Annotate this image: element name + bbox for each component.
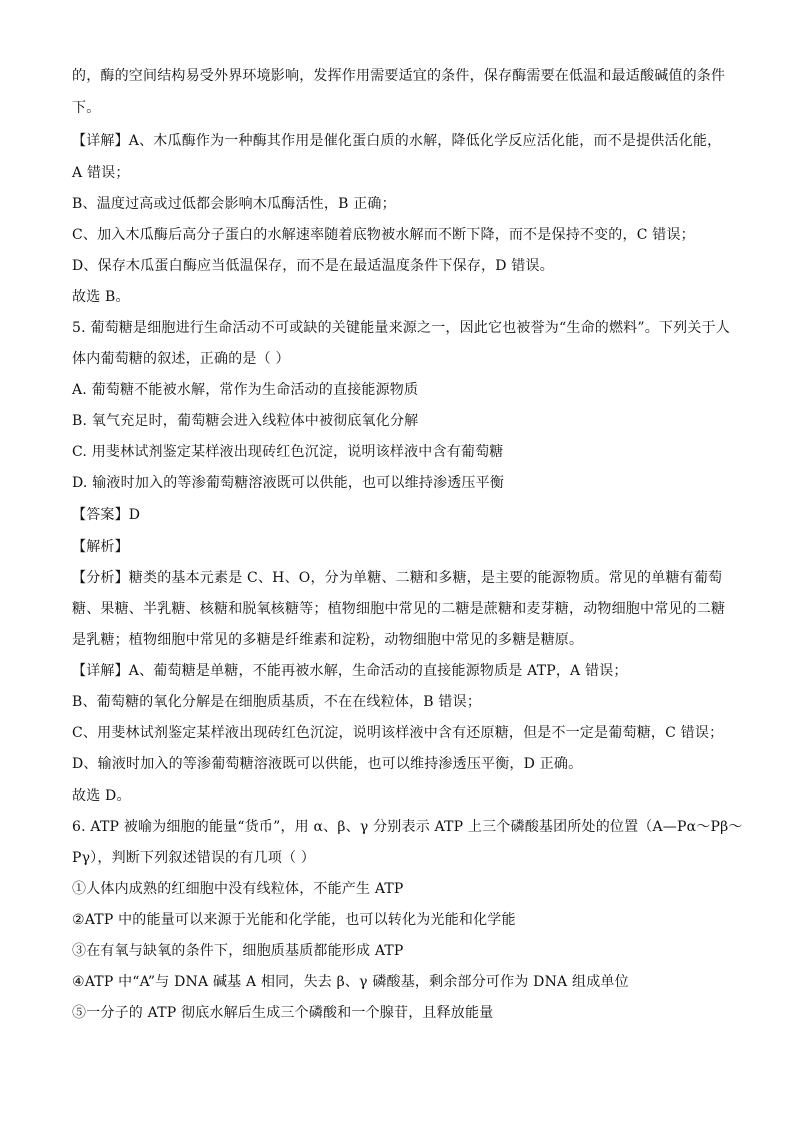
question-stem: 体内葡萄糖的叙述，正确的是（ ）: [72, 351, 290, 367]
option-c: C. 用斐林试剂鉴定某样液出现砖红色沉淀，说明该样液中含有葡萄糖: [72, 444, 504, 460]
question-stem: Pγ），判断下列叙述错误的有几项（ ）: [72, 850, 316, 866]
text-line: B、葡萄糖的氧化分解是在细胞质基质，不在在线粒体，B 错误；: [72, 694, 482, 710]
statement-item: ①人体内成熟的红细胞中没有线粒体，不能产生 ATP: [72, 881, 404, 897]
option-d: D. 输液时加入的等渗葡萄糖溶液既可以供能，也可以维持渗透压平衡: [72, 475, 505, 491]
statement-item: ②ATP 中的能量可以来源于光能和化学能，也可以转化为光能和化学能: [72, 912, 516, 928]
text-line: D、输液时加入的等渗葡萄糖溶液既可以供能，也可以维持渗透压平衡，D 正确。: [72, 756, 583, 772]
statement-item: ⑤一分子的 ATP 彻底水解后生成三个磷酸和一个腺苷，且释放能量: [72, 1005, 494, 1021]
question-stem: 6. ATP 被喻为细胞的能量“货币”，用 α、β、γ 分别表示 ATP 上三个磷酸基团所处的位置（A—Pα～Pβ～: [72, 819, 743, 835]
text-line: 糖、果糖、半乳糖、核糖和脱氧核糖等；植物细胞中常见的二糖是蔗糖和麦芽糖，动物细胞中常见的二糖: [72, 601, 726, 617]
statement-item: ③在有氧与缺氧的条件下，细胞质基质都能形成 ATP: [72, 943, 404, 959]
text-line: 故选 D。: [72, 788, 131, 804]
text-line: 下。: [72, 100, 101, 116]
text-line: 【详解】A、葡萄糖是单糖，不能再被水解，生命活动的直接能源物质是 ATP，A 错误；: [72, 663, 628, 679]
text-line: 故选 B。: [72, 289, 130, 305]
text-line: D、保存木瓜蛋白酶应当低温保存，而不是在最适温度条件下保存，D 错误。: [72, 258, 554, 274]
text-line: A 错误；: [72, 165, 130, 181]
option-b: B. 氧气充足时，葡萄糖会进入线粒体中被彻底氧化分解: [72, 413, 419, 429]
question-stem: 5. 葡萄糖是细胞进行生命活动不可或缺的关键能量来源之一，因此它也被誉为“生命的燃料”。下列关于人: [72, 320, 730, 336]
text-line: 是乳糖；植物细胞中常见的多糖是纤维素和淀粉，动物细胞中常见的多糖是糖原。: [72, 632, 584, 648]
statement-item: ④ATP 中“A”与 DNA 碱基 A 相同，失去 β、γ 磷酸基，剩余部分可作为 DNA 组成单位: [72, 974, 629, 990]
option-a: A. 葡萄糖不能被水解，常作为生命活动的直接能源物质: [72, 382, 419, 398]
answer-line: 【答案】D: [72, 507, 141, 523]
text-line: 【分析】糖类的基本元素是 C、H、O，分为单糖、二糖和多糖，是主要的能源物质。常见的单糖有葡萄: [72, 570, 723, 586]
text-line: B、温度过高或过低都会影响木瓜酶活性，B 正确；: [72, 196, 396, 212]
analysis-heading: 【解析】: [72, 539, 129, 555]
text-line: 【详解】A、木瓜酶作为一种酶其作用是催化蛋白质的水解，降低化学反应活化能，而不是提供活化能，: [72, 133, 722, 149]
text-line: 的，酶的空间结构易受外界环境影响，发挥作用需要适宜的条件，保存酶需要在低温和最适酸碱值的条件: [72, 68, 726, 84]
text-line: C、加入木瓜酶后高分子蛋白的水解速率随着底物被水解而不断下降，而不是保持不变的，C 错误；: [72, 227, 695, 243]
text-line: C、用斐林试剂鉴定某样液出现砖红色沉淀，说明该样液中含有还原糖，但是不一定是葡萄糖，C 错误；: [72, 725, 724, 741]
